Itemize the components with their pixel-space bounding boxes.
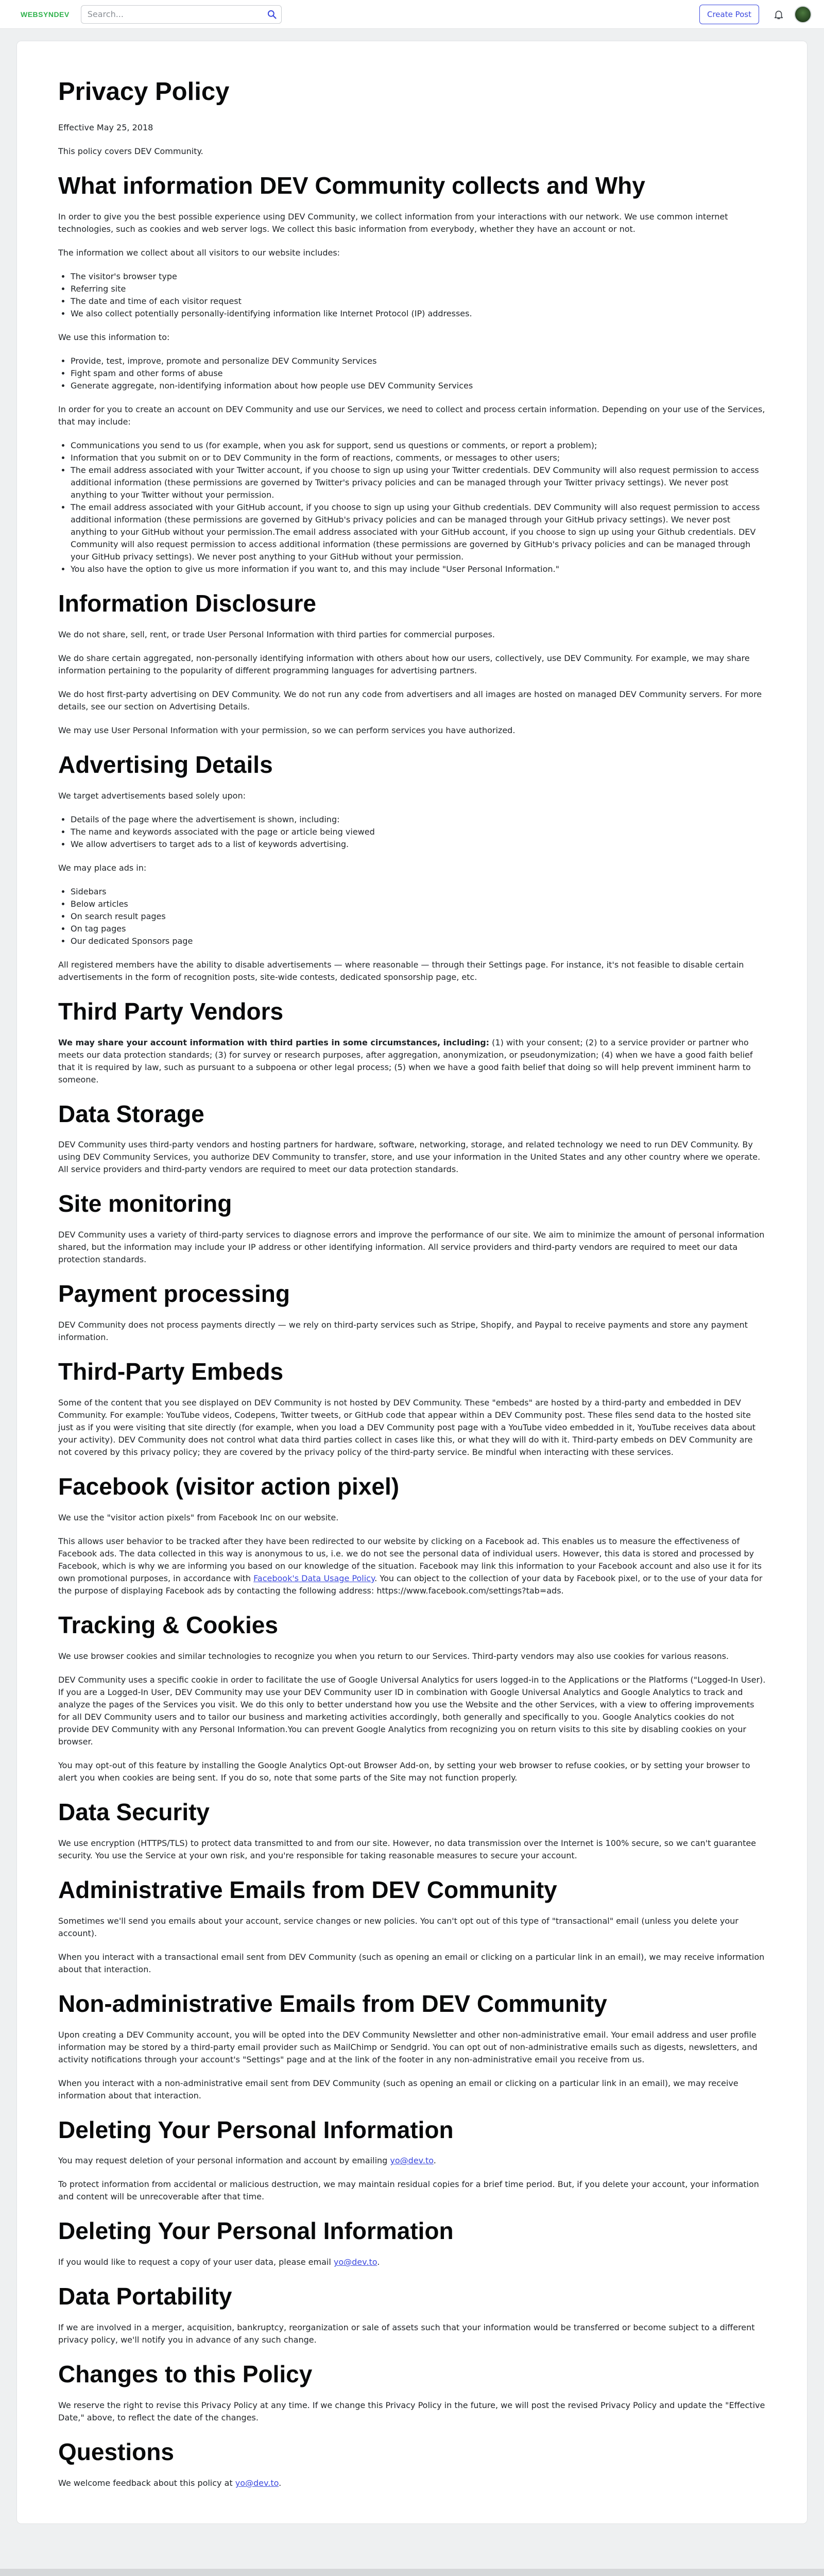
- paragraph: We may place ads in:: [58, 862, 147, 873]
- search-input[interactable]: [81, 6, 263, 23]
- list-item: • The date and time of each visitor request: [71, 295, 766, 308]
- email-link[interactable]: yo@dev.to: [235, 2478, 279, 2488]
- paragraph: [58, 1535, 766, 1597]
- effective-date: Effective May 25, 2018: [58, 123, 153, 132]
- info-use-list: [71, 355, 766, 392]
- paragraph: Upon creating a DEV Community account, you will be opted into the DEV Community Newsletter and other non-administrative email. Your email address and user profile information may be stored by a third-party email provider such as MailChimp or Sendgrid. You can opt out of non-administrative emails such as digests, newsletters, and activity notifications through your account's "Settings" page and at the link of the footer in any non-administrative email you receive from us.: [58, 2029, 758, 2064]
- section-heading-information-disclosure: Information Disclosure: [58, 589, 316, 617]
- paragraph: We target advertisements based solely upon:: [58, 790, 246, 801]
- section-heading-data-storage: Data Storage: [58, 1100, 204, 1127]
- policy-scope: This policy covers DEV Community.: [58, 146, 203, 156]
- paragraph: DEV Community does not process payments directly — we rely on third-party services such as Stripe, Shopify, and Paypal to receive payments and store any payment information.: [58, 1320, 748, 1343]
- list-item: • Our dedicated Sponsors page: [71, 935, 766, 947]
- paragraph: [58, 2477, 766, 2489]
- paragraph-text: .: [279, 2478, 282, 2488]
- list-item: • Referring site: [71, 283, 766, 295]
- paragraph: We do not share, sell, rent, or trade User Personal Information with third parties for commercial purposes.: [58, 629, 495, 639]
- ad-targeting-list: [71, 814, 766, 851]
- paragraph-text: .: [377, 2257, 380, 2267]
- paragraph: We do host first-party advertising on DEV Community. We do not run any code from advertisers and all images are hosted on managed DEV Community servers. For more details, see our section on Advertising Details.: [58, 689, 762, 711]
- page-title: Privacy Policy: [58, 78, 230, 106]
- paragraph: We reserve the right to revise this Privacy Policy at any time. If we change this Privacy Policy in the future, we will post the revised Privacy Policy and update the "Effective Date," above, to reflect the date of the changes.: [58, 2400, 765, 2423]
- section-heading-deleting-personal-information: Deleting Your Personal Information: [58, 2116, 454, 2143]
- emphasis-text: We may share your account information with third parties in some circumstances, including:: [58, 1037, 490, 1047]
- account-info-list: [71, 439, 766, 575]
- list-item: • Fight spam and other forms of abuse: [71, 367, 766, 380]
- paragraph: [58, 1037, 766, 1086]
- section-heading-information-collected: What information DEV Community collects and Why: [58, 172, 645, 199]
- section-heading-questions: Questions: [58, 2438, 174, 2466]
- list-item: • Below articles: [71, 898, 766, 910]
- paragraph: [58, 2256, 766, 2268]
- email-link[interactable]: yo@dev.to: [390, 2156, 434, 2166]
- paragraph: DEV Community uses third-party vendors and hosting partners for hardware, software, networking, storage, and related technology we need to run DEV Community. By using DEV Community Services, you authorize DEV Community to transfer, store, and use your information in the United States and any other country where we operate. All service providers and third-party vendors are required to meet our data protection standards.: [58, 1140, 761, 1175]
- list-item: • We also collect potentially personally-identifying information like Internet Protocol (IP) addresses.: [71, 308, 766, 320]
- paragraph-text: If you would like to request a copy of your user data, please email: [58, 2257, 334, 2267]
- paragraph-text: We welcome feedback about this policy at: [58, 2478, 235, 2488]
- top-header: [0, 0, 824, 29]
- paragraph-text: You may request deletion of your personal information and account by emailing: [58, 2156, 390, 2166]
- paragraph: When you interact with a transactional email sent from DEV Community (such as opening an email or clicking on a particular link in an email), we may receive information about that interaction.: [58, 1952, 765, 1974]
- facebook-data-policy-link[interactable]: Facebook's Data Usage Policy: [253, 1573, 375, 1584]
- paragraph: Some of the content that you see displayed on DEV Community is not hosted by DEV Community. These "embeds" are hosted by a third-party and embedded in DEV Community. For example: YouTube videos, Codepens, Twitter tweets, or GitHub code that appear within a DEV Community post. These files send data to the hosted site just as if you were visiting that site directly (for example, when you load a DEV Community post page with a YouTube video embedded in it, YouTube receives data about your activity). DEV Community does not control what data third parties collect in cases like this, or what they will do with it. Third-party embeds on DEV Community are not covered by this privacy policy; they are covered by the privacy policy of the third-party service. Be mindful when interacting with these services.: [58, 1398, 756, 1458]
- paragraph: When you interact with a non-administrative email sent from DEV Community (such as opening an email or clicking on a particular link in an email), we may receive information about that interaction.: [58, 2078, 739, 2100]
- paragraph-text: . You can object to the collection of your data by Facebook pixel, or to the use of your data for the purpose of displaying Facebook ads by contacting the following address: https://www.facebook.com/settings?tab=ads.: [58, 1573, 763, 1596]
- notifications-bell-icon[interactable]: [768, 4, 789, 25]
- paragraph: To protect information from accidental or malicious destruction, we may maintain residual copies for a brief time period. But, if you delete your account, your information and content will be unrecoverable after that time.: [58, 2179, 759, 2202]
- paragraph: If we are involved in a merger, acquisition, bankruptcy, reorganization or sale of assets such that your information would be transferred or become subject to a different privacy policy, we'll notify you in advance of any such change.: [58, 2323, 755, 2345]
- site-logo[interactable]: WEBSYNDEV: [21, 10, 70, 19]
- paragraph-text: This allows user behavior to be tracked after they have been redirected to our website by clicking on a Facebook ad. This enables us to measure the effectiveness of Facebook ads. The data collected in this way is anonymous to us, i.e. we do not see the personal data of individual users. However, this data is stored and processed by Facebook, which is why we are informing you based on our knowledge of the situation. Facebook may link this information to your Facebook account and also use it for its own promotional purposes, in accordance with: [58, 1536, 762, 1584]
- avatar[interactable]: [794, 6, 812, 23]
- list-item: • Sidebars: [71, 886, 766, 898]
- list-item: • We allow advertisers to target ads to a list of keywords advertising.: [71, 838, 766, 851]
- list-item: • Generate aggregate, non-identifying information about how people use DEV Community Services: [71, 380, 766, 392]
- section-heading-advertising-details: Advertising Details: [58, 751, 273, 778]
- paragraph: DEV Community uses a specific cookie in order to facilitate the use of Google Universal Analytics for users logged-in to the Applications or the Platforms ("Logged-In User). If you are a Logged-In User, DEV Community may use your DEV Community user ID in combination with Google Universal Analytics and Google Analytics to track and analyze the pages of the Services you visit. We do this only to better understand how you use the Website and the other Services, with a view to offering improvements for all DEV Community users and to tailor our business and marketing activities accordingly, both generally and specifically to you. Google Analytics cookies do not provide DEV Community with any Personal Information.You can prevent Google Analytics from recognizing you on return visits to this site by disabling cookies on your browser.: [58, 1674, 766, 1747]
- list-item: • Communications you send to us (for example, when you ask for support, send us questions or comments, or report a problem);: [71, 439, 766, 452]
- list-item: • Provide, test, improve, promote and personalize DEV Community Services: [71, 355, 766, 367]
- paragraph: In order to give you the best possible experience using DEV Community, we collect information from your interactions with our network. We use common internet technologies, such as cookies and web server logs. We collect this basic information from everybody, whether they have an account or not.: [58, 211, 728, 234]
- search-icon[interactable]: [263, 5, 281, 24]
- paragraph: DEV Community uses a variety of third-party services to diagnose errors and improve the performance of our site. We aim to minimize the amount of personal information shared, but the information may include your IP address or other identifying information. All service providers and third-party vendors are required to meet our data protection standards.: [58, 1230, 765, 1265]
- section-heading-policy-changes: Changes to this Policy: [58, 2361, 313, 2388]
- paragraph: All registered members have the ability to disable advertisements — where reasonable — through their Settings page. For instance, it's not feasible to disable certain advertisements in the form of recognition posts, site-wide contests, dedicated sponsorship page, etc.: [58, 959, 744, 982]
- section-heading-third-party-embeds: Third-Party Embeds: [58, 1358, 284, 1385]
- list-item: • The visitor's browser type: [71, 270, 766, 283]
- section-heading-site-monitoring: Site monitoring: [58, 1190, 232, 1217]
- section-heading-payment-processing: Payment processing: [58, 1280, 290, 1308]
- paragraph: We may use User Personal Information with your permission, so we can perform services you have authorized.: [58, 725, 516, 735]
- list-item: • On search result pages: [71, 910, 766, 923]
- section-heading-tracking-cookies: Tracking & Cookies: [58, 1612, 278, 1639]
- create-post-button[interactable]: Create Post: [699, 5, 759, 24]
- paragraph: We use browser cookies and similar technologies to recognize you when you return to our Services. Third-party vendors may also use cookies for various reasons.: [58, 1651, 729, 1661]
- list-item: • The name and keywords associated with the page or article being viewed: [71, 826, 766, 838]
- list-item: • The email address associated with your Twitter account, if you choose to sign up using your Twitter credentials. DEV Community will also request permission to access additional information (these permissions are governed by Twitter's privacy policies and can be managed through your Twitter privacy settings). We never post anything to your Twitter without your permission.: [71, 464, 766, 501]
- ad-placement-list: [71, 886, 766, 947]
- paragraph: The information we collect about all visitors to our website includes:: [58, 247, 340, 258]
- list-item: • Details of the page where the advertisement is shown, including:: [71, 814, 766, 826]
- paragraph: You may opt-out of this feature by installing the Google Analytics Opt-out Browser Add-on, by setting your web browser to refuse cookies, or by setting your browser to alert you when cookies are being sent. If you do so, note that some parts of the Site may not function properly.: [58, 1760, 750, 1783]
- paragraph: Sometimes we'll send you emails about your account, service changes or new policies. You can't opt out of this type of "transactional" email (unless you delete your account).: [58, 1916, 739, 1938]
- paragraph: We do share certain aggregated, non-personally identifying information with others about how our users, collectively, use DEV Community. For example, we may share information pertaining to the popularity of different programming languages for advertising partners.: [58, 653, 750, 675]
- paragraph: In order for you to create an account on DEV Community and use our Services, we need to collect and process certain information. Depending on your use of the Services, that may include:: [58, 404, 765, 427]
- section-heading-facebook-pixel: Facebook (visitor action pixel): [58, 1473, 400, 1500]
- paragraph: We use this information to:: [58, 332, 170, 342]
- privacy-policy-card: [17, 41, 807, 2523]
- section-heading-data-security: Data Security: [58, 1798, 210, 1825]
- paragraph-text: (1) with your consent; (2) to a service provider or partner who meets our data protection standards; (3) for survey or research purposes, after aggregation, anonymization, or pseudonymization; (4) when we have a good faith belief that it is required by law, such as pursuant to a subpoena or other legal process; (5) when we have a good faith belief that doing so will help prevent imminent harm to someone.: [58, 1037, 753, 1084]
- paragraph-text: .: [433, 2156, 436, 2166]
- section-heading-request-user-data: Deleting Your Personal Information: [58, 2217, 454, 2245]
- visitor-info-list: [71, 270, 766, 320]
- paragraph: [58, 2155, 766, 2167]
- list-item: • Information that you submit on or to DEV Community in the form of reactions, comments, or messages to other users;: [71, 452, 766, 464]
- section-heading-third-party-vendors: Third Party Vendors: [58, 997, 284, 1025]
- list-item: • You also have the option to give us more information if you want to, and this may include "User Personal Information.": [71, 563, 766, 575]
- list-item: • The email address associated with your GitHub account, if you choose to sign up using your Github credentials. DEV Community will also request permission to access additional information (these permissions are governed by GitHub's privacy policies and can be managed through your GitHub privacy settings). We never post anything to your GitHub without your permission.The email address associated with your GitHub account, if you choose to sign up using your Github credentials. DEV Community will also request permission to access additional information (these permissions are governed by GitHub's privacy policies and can be managed through your GitHub privacy settings). We never post anything to your GitHub without your permission.: [71, 501, 766, 563]
- section-heading-data-portability: Data Portability: [58, 2283, 232, 2310]
- paragraph: We use the "visitor action pixels" from Facebook Inc on our website.: [58, 1513, 339, 1523]
- paragraph: We use encryption (HTTPS/TLS) to protect data transmitted to and from our site. However, no data transmission over the Internet is 100% secure, so we can't guarantee security. You use the Service at your own risk, and you're responsible for taking reasonable measures to secure your account.: [58, 1838, 757, 1860]
- list-item: • On tag pages: [71, 923, 766, 935]
- section-heading-non-administrative-emails: Non-administrative Emails from DEV Community: [58, 1990, 607, 2017]
- email-link[interactable]: yo@dev.to: [333, 2257, 377, 2267]
- search-box: [81, 5, 282, 24]
- site-footer: [0, 2569, 824, 2576]
- section-heading-administrative-emails: Administrative Emails from DEV Community: [58, 1876, 557, 1903]
